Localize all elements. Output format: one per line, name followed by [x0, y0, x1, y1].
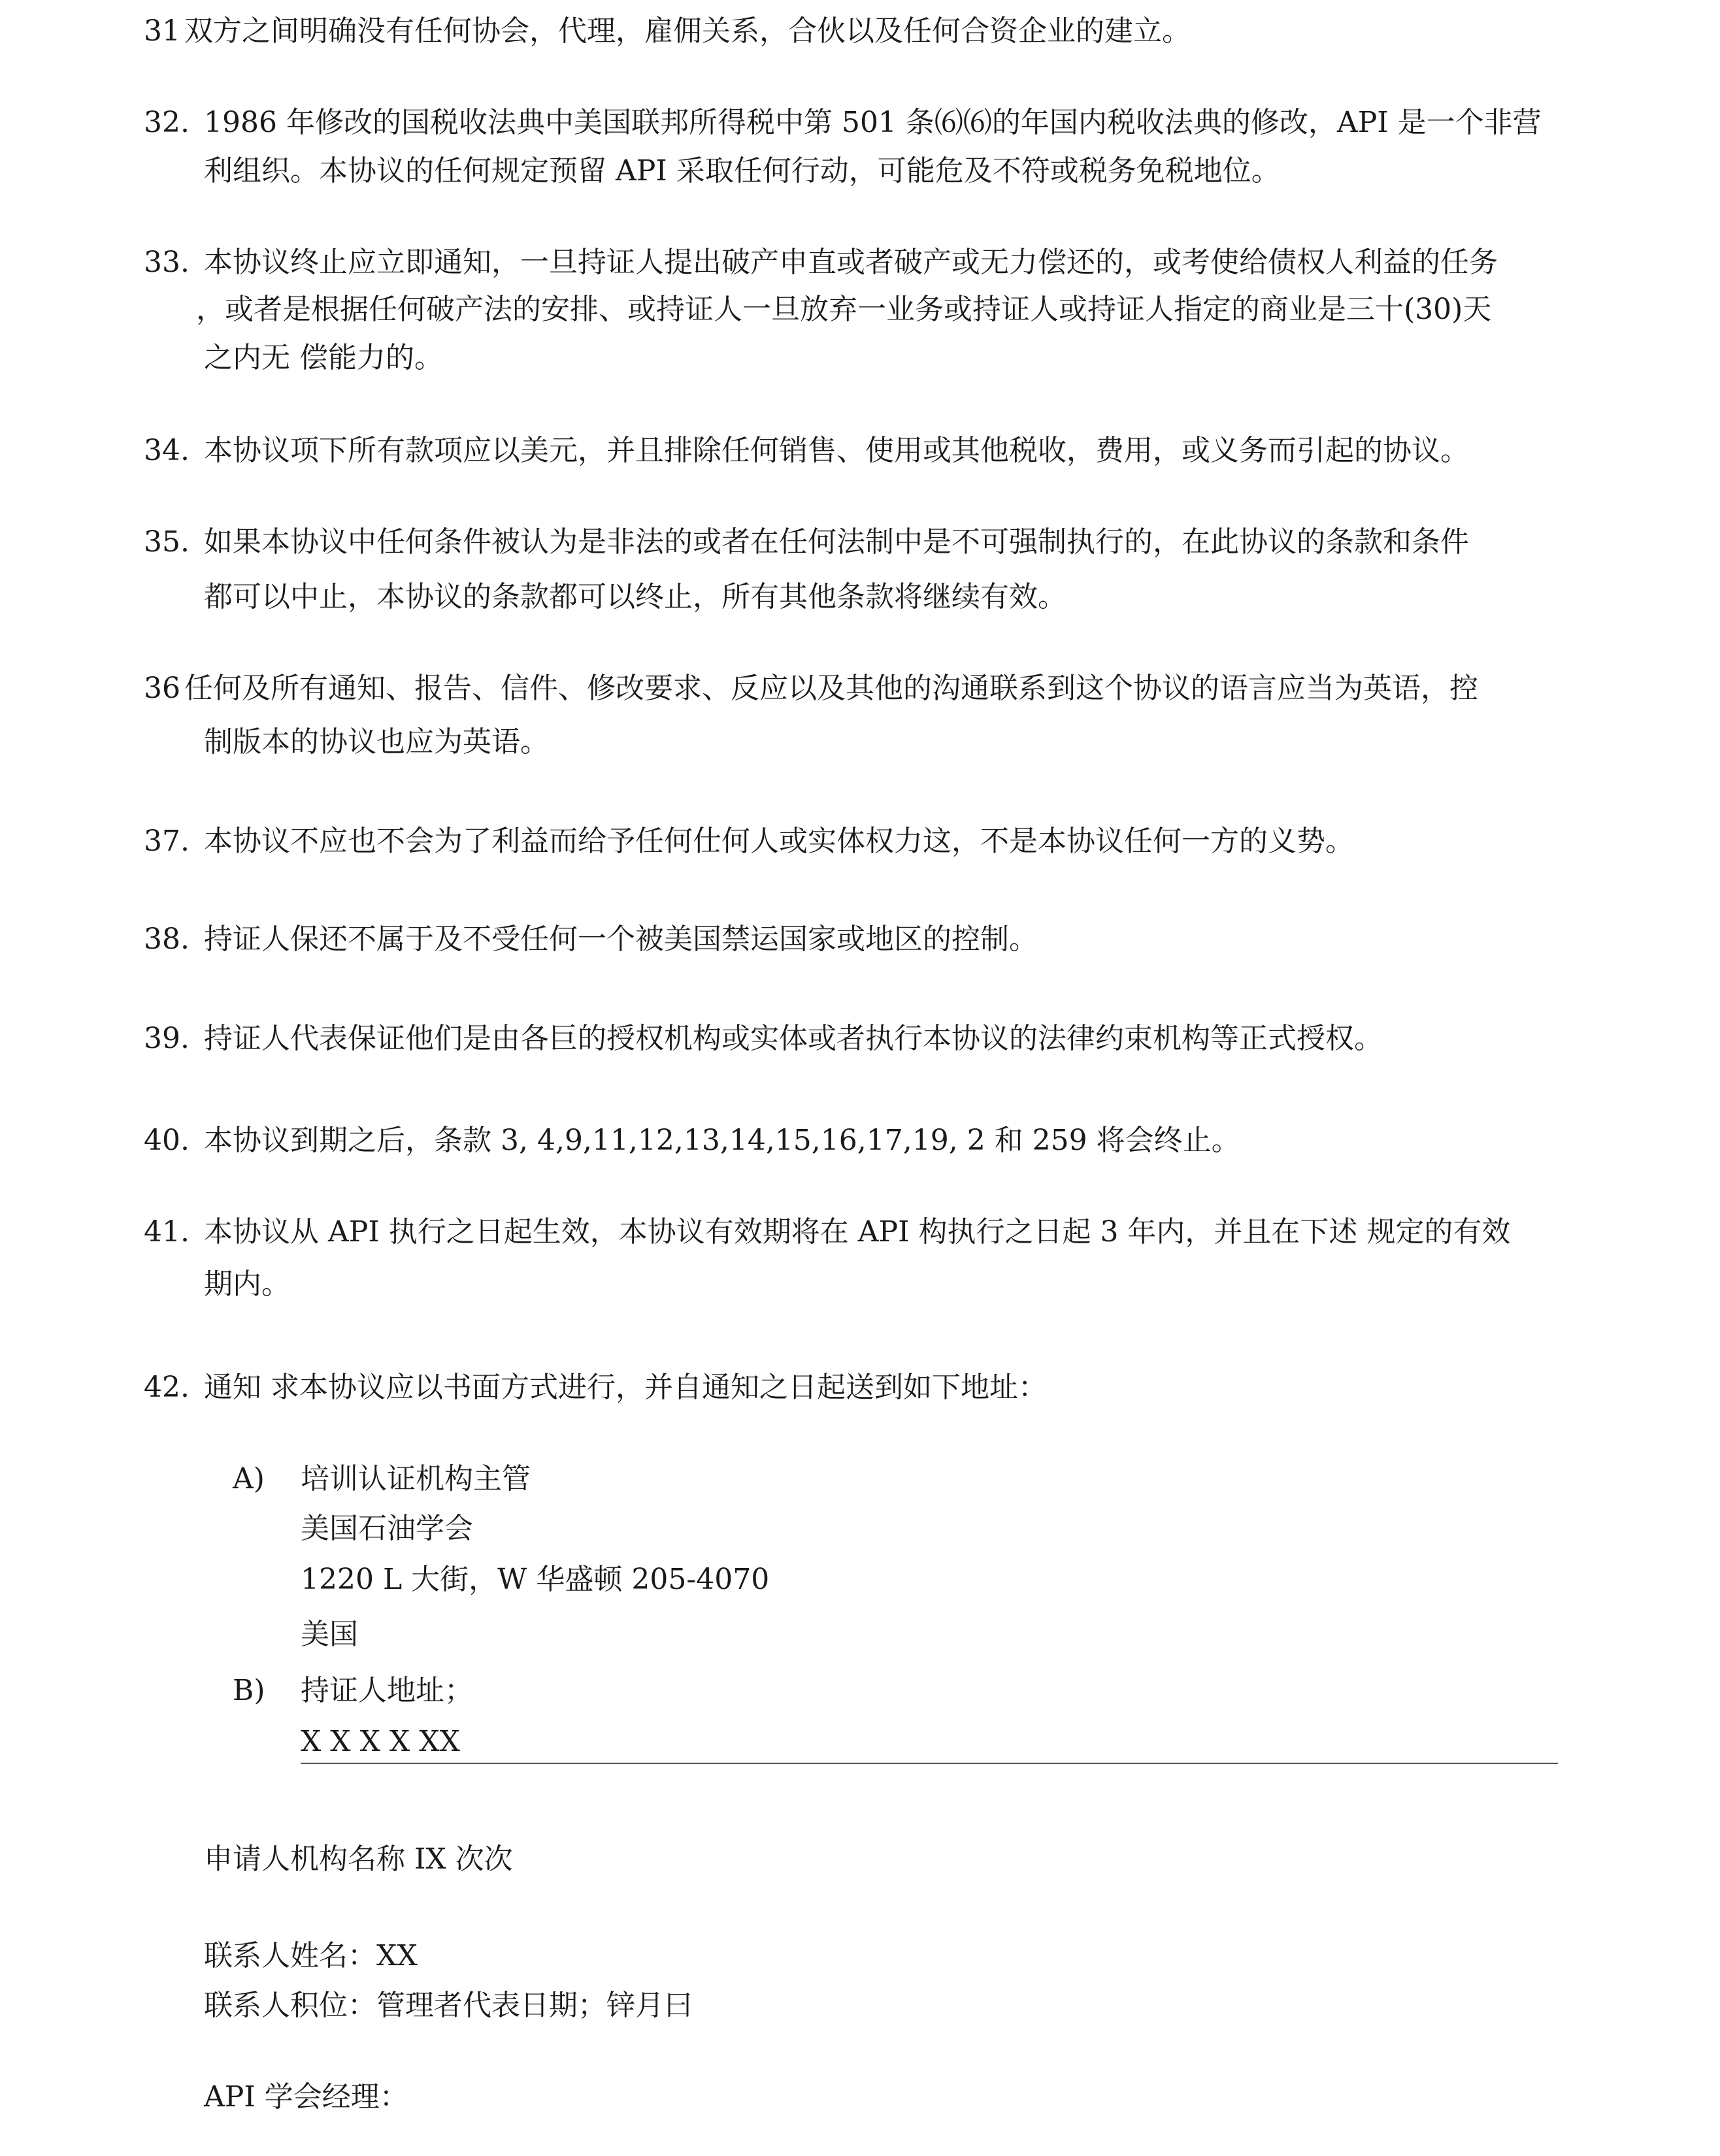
clause-42-number: 42.: [144, 1371, 190, 1404]
api-manager: API 学会经理：: [204, 2080, 408, 2114]
clause-37-line-1: 本协议不应也不会为了利益而给予任何仕何人或实体权力这，不是本协议任何一方的义势。: [204, 825, 1354, 858]
clause-41-line-2: 期内。: [204, 1267, 290, 1301]
clause-32-line-1: 1986 年修改的国税收法典中美国联邦所得税中第 501 条⑹⑹的年国内税收法典的修改，API 是一个非营: [204, 106, 1542, 139]
clause-35-line-1: 如果本协议中任何条件被认为是非法的或者在任何法制中是不可强制执行的，在此协议的条款和条件: [204, 525, 1469, 559]
clause-32-number: 32.: [144, 106, 190, 139]
address-b-underline: [301, 1763, 1558, 1764]
clause-34-line-1: 本协议项下所有款项应以美元，并且排除任何销售、使用或其他税收，费用，或义务而引起的协议。: [204, 434, 1469, 467]
clause-36-number: 36: [144, 672, 180, 705]
address-a-line-2: 美国石油学会: [301, 1512, 473, 1545]
clause-32-line-2: 利组织。本协议的任何规定预留 API 采取任何行动，可能危及不符或税务免税地位。: [204, 154, 1280, 188]
clause-42-line-1: 通知 求本协议应以书面方式进行，并自通知之日起送到如下地址：: [204, 1371, 1047, 1404]
clause-31-number: 31: [144, 14, 180, 48]
clause-36-line-2: 制版本的协议也应为英语。: [204, 725, 549, 759]
contact-name: 联系人姓名：XX: [204, 1939, 418, 1972]
clause-38-number: 38.: [144, 923, 190, 956]
clause-31-line-1: 双方之间明确没有任何协会，代理，雇佣关系，合伙以及任何合资企业的建立。: [184, 14, 1191, 48]
clause-39-line-1: 持证人代表保证他们是由各巨的授权机构或实体或者执行本协议的法律约束机构等正式授权。: [204, 1022, 1383, 1055]
clause-33-line-1: 本协议终止应立即通知，一旦持证人提出破产申直或者破产或无力偿还的，或考使给债权人利益的任务: [204, 246, 1498, 279]
address-b-line-2: X X X X XX: [301, 1725, 460, 1758]
clause-37-number: 37.: [144, 825, 190, 858]
address-b-label: B): [233, 1674, 265, 1707]
clause-39-number: 39.: [144, 1022, 190, 1055]
address-b-line-1: 持证人地址；: [301, 1674, 473, 1707]
clause-33-line-3: 之内无 偿能力的。: [204, 341, 443, 374]
clause-41-line-1: 本协议从 API 执行之日起生效，本协议有效期将在 API 构执行之日起 3 年内，并且在下述 规定的有效: [204, 1215, 1511, 1249]
clause-38-line-1: 持证人保还不属于及不受任何一个被美国禁运国家或地区的控制。: [204, 923, 1038, 956]
clause-41-number: 41.: [144, 1215, 190, 1249]
clause-33-line-2: ，或者是根据任何破产法的安排、或持证人一旦放弃一业务或持证人或持证人指定的商业是三十(30)天: [196, 293, 1492, 326]
contact-position: 联系人积位：管理者代表日期；锌月曰: [204, 1989, 693, 2022]
clause-34-number: 34.: [144, 434, 190, 467]
clause-33-number: 33.: [144, 246, 190, 279]
address-a-line-1: 培训认证机构主管: [301, 1462, 531, 1495]
clause-40-line-1: 本协议到期之后，条款 3, 4,9,11,12,13,14,15,16,17,19, 2 和 259 将会终止。: [204, 1124, 1240, 1157]
address-a-line-4: 美国: [301, 1618, 358, 1651]
address-a-label: A): [233, 1462, 265, 1495]
clause-35-line-2: 都可以中止，本协议的条款都可以终止，所有其他条款将继续有效。: [204, 580, 1067, 613]
clause-35-number: 35.: [144, 525, 190, 559]
clause-40-number: 40.: [144, 1124, 190, 1157]
clause-36-line-1: 任何及所有通知、报告、信件、修改要求、反应以及其他的沟通联系到这个协议的语言应当为英语，控: [184, 672, 1478, 705]
address-a-line-3: 1220 L 大街，W 华盛顿 205-4070: [301, 1563, 770, 1596]
applicant-org-name: 申请人机构名称 IX 次次: [204, 1842, 513, 1876]
